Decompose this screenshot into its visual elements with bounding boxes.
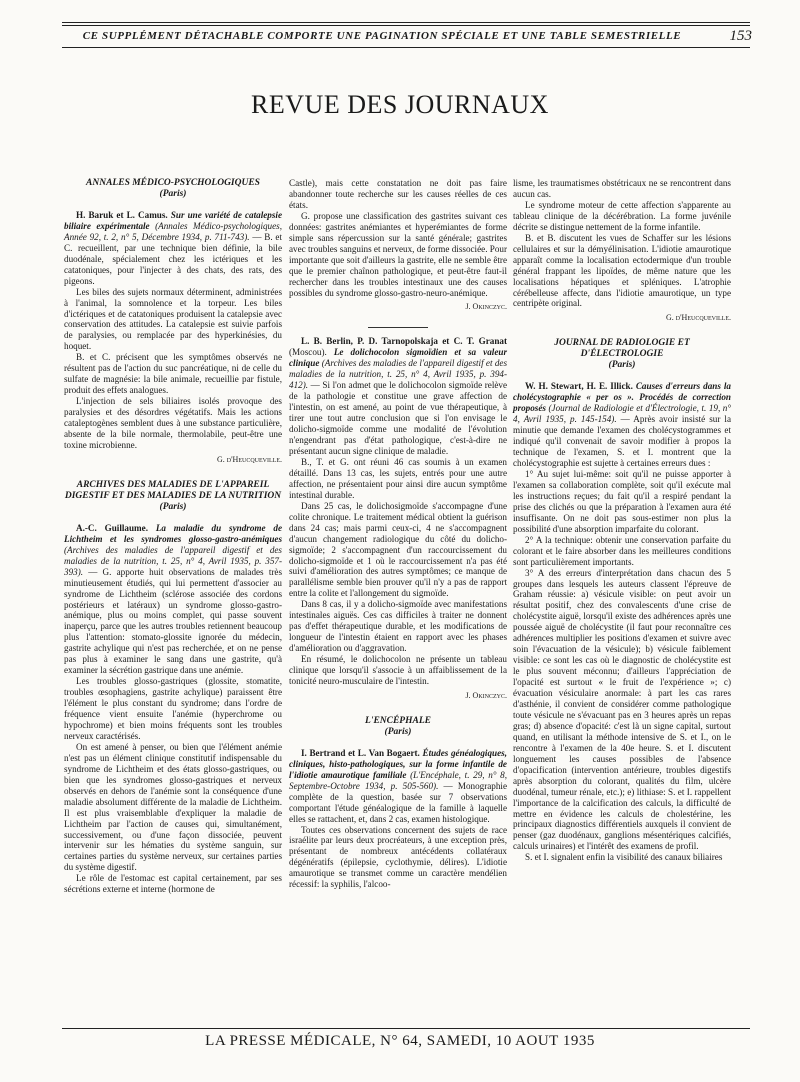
paragraph: Le syndrome moteur de cette affection s'apparente au tableau clinique de la décérébration. La forme juvénile décrite se distingue nettement de la forme infantile. (513, 199, 731, 232)
article-authors: W. H. Stewart, H. E. Illick. (525, 381, 633, 392)
reviewer-signature: J. Okinczyc. (465, 690, 507, 700)
paragraph: B., T. et G. ont réuni 46 cas soumis à un examen détaillé. Dans 13 cas, les sujets, entrés pour une autre affection, ne présentaient pour ainsi dire aucun symptôme intestinal durable. (289, 456, 507, 500)
article-authors: H. Baruk et L. Camus. (76, 209, 168, 220)
article-text: — Après avoir insisté sur la minutie que demande l'examen des cholécystogrammes et indiqué qu'il convenait de savoir modifier à propos la technique de l'examen, S. et I. montrent que la cholécystographie est sujette à certaines erreurs dues : (513, 414, 731, 469)
header-rule-bottom (62, 47, 750, 48)
article-reference: (Archives des maladies de l'appareil digestif et des maladies de la nutrition, t. 25, n° 4, Avril 1935, p. 357-393). (64, 544, 282, 577)
paragraph: Dans 8 cas, il y a dolicho-sigmoïde avec manifestations intestinales aiguës. Ces cas difficiles à traiter ne donnent pas d'effet thérapeutique durable, et les modifications de longueur de l'intestin étaient en rapport avec les phases d'amélioration ou d'aggravation. (289, 599, 507, 654)
paragraph: S. et I. signalent enfin la visibilité des canaux biliaires (525, 852, 723, 863)
section-title: ANNALES MÉDICO-PSYCHOLOGIQUES (86, 178, 260, 188)
article-title: La maladie du syndrome de Lichtheim et les syndromes glosso-gastro-anémiques (64, 522, 282, 544)
article-entry (513, 381, 731, 469)
paragraph: 2° A la technique: obtenir une conservation parfaite du colorant et le faire absorber dans les meilleures conditions sont particulièrement importants. (513, 534, 731, 567)
article-entry (64, 210, 282, 287)
footer-line: LA PRESSE MÉDICALE, N° 64, SAMEDI, 10 AOUT 1935 (205, 1033, 595, 1049)
header-rule-top-2 (62, 25, 750, 26)
paragraph: Dans 25 cas, le dolichosigmoïde s'accompagne d'une colite chronique. Le traitement médical obtient la guérison dans 24 cas; mais parmi ceux-ci, 4 ne s'accompagnent d'aucun changement radiologique du côté du dolicho-sigmoïde; 2 s'accompagnent d'un raccourcissement du dolicho-sigmoïde et 1 où le raccourcissement n'a pas été suivi d'amélioration des autres symptômes; ce manque de parallélisme semble bien prouver qu'il n'y a pas de rapport entre la colite et l'allongement du sigmoïde. (289, 500, 507, 599)
paragraph: Toutes ces observations concernent des sujets de race israélite par leurs deux procréateurs, à une exception près, présentant de nombreux antécédents collatéraux dégénératifs (épilepsie, cyclothymie, délires). L'idiotie amaurotique se transmet comme un caractère mendélien récessif: la syphilis, l'alcoo- (289, 824, 507, 890)
paragraph: 3° A des erreurs d'interprétation dans chacun des 5 groupes dans lesquels les auteurs classent l'épreuve de Graham réussie: a) vésicule visible: on peut avoir un résultat positif, chez des convalescents d'une crise de cholécystite aiguë, lorsqu'il existe des adhérences après une poussée aiguë de cholécystite (il faut pour reconnaître ces adhérences multiplier les positions d'examen et suivre avec soin l'évacuation de la vésicule); b) vésicule faiblement visible: ce sont les cas où le diagnostic de cholécystite est le plus souvent méconnu; d'ailleurs l'appréciation de l'opacité est surtout « le fruit de l'expérience »; c) évacuation vésiculaire anormale: à part les cas rares d'asthénie, il convient de considérer comme pathologique toute vésicule ne s'évacuant pas en 3 heures après un repas gras; d) absence d'opacité: c'est là un signe capital, surtout quand, en utilisant la méthode intensive de S. et I., on le rencontre à l'examen de la 40e heure. S. et I. discutent longuement les causes possibles de l'absence d'opacification (intervention antérieure, troubles digestifs après absorption du colorant, qualités du film, ulcère duodénal, tumeur rénale, etc.); e) lithiase: S. et I. rappellent l'importance de la calcification des calculs, la difficulté de mettre en évidence les calculs de cholestérine, les principaux diagnostics différentiels auxquels il convient de penser (gaz duodénaux, ganglions mésentériques calcifiés, calculs urinaires) et l'intérêt des examens de profil. (513, 567, 731, 852)
paragraph: Les troubles glosso-gastriques (glossite, stomatite, troubles œsophagiens, gastrite achylique) paraissent être l'élément le plus constant du syndrome; dans l'ordre de fréquence vient ensuite l'anémie (hyperchrome ou hypochrome) et bien moins fréquents sont les troubles nerveux caractérisés. (64, 676, 282, 741)
article-authors: A.-C. Guillaume. (76, 522, 148, 533)
section-title: L'ENCÉPHALE (365, 715, 431, 726)
paragraph: Castle), mais cette constatation ne doit pas faire abandonner toute recherche sur les causes réelles de ces états. (289, 178, 507, 210)
journal-title: REVUE DES JOURNAUX (251, 90, 549, 119)
reviewer-signature: J. Okinczyc. (465, 302, 507, 312)
paragraph: En résumé, le dolichocolon ne présente un tableau clinique que lorsqu'il s'associe à un affaiblissement de la tonicité neuro-musculaire de l'intestin. (289, 654, 507, 686)
article-text: — Si l'on admet que le dolichocolon sigmoïde relève de la pathologie et constitue une grave affection de l'intestin, on est amené, au point de vue thérapeutique, à tirer une tout autre conclusion que si l'on envisage le dolicho-sigmoïde comme une modalité de l'évolution n'engendrant pas d'état pathologique, c'est-à-dire ne présentant aucun signe clinique de maladie. (289, 380, 508, 456)
section-city: (Paris) (608, 360, 636, 371)
article-text: — G. apporte huit observations de malades très minutieusement étudiés, qui lui permettent d'associer au syndrome de Lichtheim (sclérose associée des cordons postérieurs et latéraux) un syndrome glosso-gastro-anémique, plus ou moins complet, qui passe souvent inaperçu, parce que les autres troubles retiennent beaucoup plus l'attention: stomato-glossite ignorée du médecin, gastrite achylique qui n'est pas recherchée, et on ne pense pas plus à examiner le sang dans une gastrite, qu'à examiner la sécrétion gastrique dans une anémie. (64, 566, 282, 676)
paragraph: L'injection de sels biliaires isolés provoque des paralysies et des désordres végétatifs. Mais les actions cataleptogènes semblent dues à une substance particulière, absente de la bile normale, thermolabile, peut-être une toxine microbienne. (64, 396, 282, 450)
article-text: — B. et C. recueillent, par une technique bien définie, la bile duodénale, spécialement chez les ictériques et les catatoniques, pour l'injecter à des chats, des rats, des pigeons. (64, 231, 283, 286)
column-3 (513, 178, 731, 863)
section-city: (Paris) (159, 189, 187, 199)
footer-rule (62, 1028, 750, 1029)
section-city: (Paris) (384, 726, 412, 737)
paragraph: Le rôle de l'estomac est capital certainement, par ses sécrétions externe et interne (hormone de (64, 873, 282, 895)
article-authors: L. B. Berlin, P. D. Tarnopolskaja et C. T. Granat (301, 336, 507, 347)
article-reference: (Journal de Radiologie et d'Électrologie, t. 19, n° 4, Avril 1935, p. 145-154). (513, 403, 731, 425)
running-header: CE SUPPLÉMENT DÉTACHABLE COMPORTE UNE PAGINATION SPÉCIALE ET UNE TABLE SEMESTRIELLE (82, 30, 682, 42)
column-2 (289, 178, 507, 890)
article-title: Sur une variété de catalepsie biliaire expérimentale (64, 209, 282, 231)
paragraph: lisme, les traumatismes obstétricaux ne se rencontrent dans aucun cas. (513, 178, 731, 199)
article-title: Causes d'erreurs dans la cholécystographie « per os ». Procédés de correction proposés (513, 381, 731, 414)
paragraph: B. et C. précisent que les symptômes observés ne résultent pas de l'action du suc pancréatique, ni de celle du sulfate de magnésie: la bile animale, recueillie par fistule, produit des effets analogues. (64, 352, 282, 396)
paragraph: On est amené à penser, ou bien que l'élément anémie n'est pas un élément clinique constitutif indispensable du syndrome de Lichtheim et des états glosso-gastriques, ou bien que les syndromes glosso-gastriques et nerveux observés en dehors de l'anémie sont la conséquence d'une maladie absolument différente de la maladie de Lichtheim. Il est plus vraisemblable d'expliquer la maladie de Lichtheim par l'action de causes qui, simultanément, successivement, ou d'une façon dissociée, peuvent intervenir sur les hématies du système sanguin, sur certaines parties du système nerveux, sur certaines parties du système digestif. (64, 741, 282, 873)
article-reference: (L'Encéphale, t. 29, n° 8, Septembre-Octobre 1934, p. 505-560). (289, 769, 508, 791)
header-rule-top (62, 22, 750, 23)
section-title: JOURNAL DE RADIOLOGIE ET D'ÉLECTROLOGIE (554, 338, 690, 360)
paragraph: G. propose une classification des gastrites suivant ces données: gastrites anémiantes et hyperémiantes de forme simple sans répercussion sur la santé générale; gastrites avec troubles sanguins et nerveux, de forme dissociée. Pour importante que soit d'ailleurs la gastrite, elle ne semble être que le premier chaînon pathologique, et peut-être faut-il rechercher dans les troubles intestinaux une des causes possibles du syndrome glosso-gastro-neuro-anémique. (289, 210, 507, 298)
article-reference: (Archives des maladies de l'appareil digestif et des maladies de la nutrition, t. 25, n° 4, Avril 1935, p. 394-412). (289, 358, 507, 391)
article-entry (289, 748, 507, 825)
reviewer-signature: G. d'Heucqueville. (666, 313, 731, 323)
article-city: (Moscou). (289, 347, 327, 358)
article-entry (64, 523, 282, 676)
article-title: Le dolichocolon sigmoïdien et sa valeur clinique (289, 347, 507, 369)
paragraph: Les biles des sujets normaux déterminent, administrées à l'animal, la somnolence et la torpeur. Les biles d'ictériques et de catatoniques produisent la catalepsie avec conservation des attitudes. La catalepsie est suivie parfois de paralysies, ou remplacée par des hyperkinésies, du hoquet. (64, 286, 282, 352)
column-1 (64, 178, 282, 895)
article-text: — Monographie complète de la question, basée sur 7 observations comportant l'étude généalogique de la famille à laquelle elles se rattachent, et, dans 2 cas, examen histologique. (289, 780, 507, 824)
page-number: 153 (729, 28, 752, 44)
separator-rule (368, 327, 428, 328)
section-title: ARCHIVES DES MALADIES DE L'APPAREIL DIGESTIF ET DES MALADIES DE LA NUTRITION (64, 479, 282, 501)
article-entry (289, 336, 507, 456)
paragraph: 1° Au sujet lui-même: soit qu'il ne puisse apporter à l'examen sa collaboration complète, soit qu'il exécute mal les instructions reçues; du fait qu'il a respiré pendant la prise des clichés ou que la préparation à l'examen aura été insuffisante. On ne doit pas sous-estimer non plus la possibilité d'une absorption imparfaite du colorant. (513, 468, 731, 534)
section-city: (Paris) (159, 501, 187, 512)
article-authors: I. Bertrand et L. Van Bogaert. (301, 747, 420, 758)
article-title: Études généalogiques, cliniques, histo-pathologiques, sur la forme infantile de l'idiotie amaurotique familiale (289, 747, 507, 780)
paragraph: B. et B. discutent les vues de Schaffer sur les lésions cellulaires et sur la démyélinisation. L'idiotie amaurotique apparaît comme la localisation ectodermique d'un trouble général frappant les lipoïdes, de même nature que les localisations hépatiques et spléniques. L'atrophie cérébelleuse affecte, dans l'idiotie amaurotique, un type centripète original. (513, 232, 731, 309)
reviewer-signature: G. d'Heucqueville. (217, 454, 282, 464)
article-reference: (Annales Médico-psychologiques, Année 92, t. 2, n° 5, Décembre 1934, p. 711-743). (64, 220, 282, 242)
